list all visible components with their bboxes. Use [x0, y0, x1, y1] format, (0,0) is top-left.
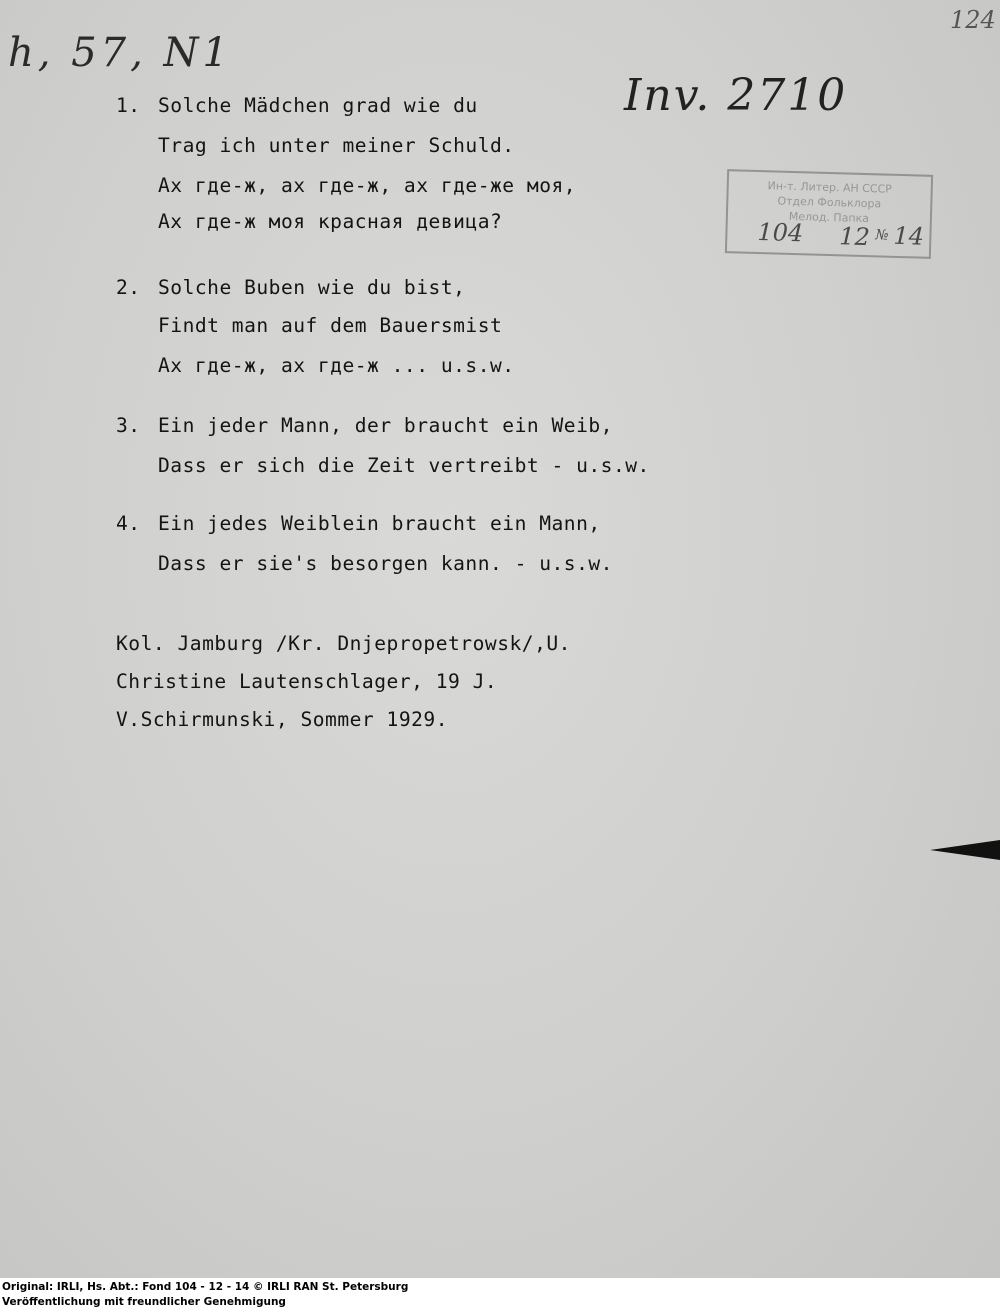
stamp-department-line: Отдел Фольклора — [777, 194, 882, 211]
folio-number: 124 — [950, 6, 996, 34]
verse-1-number: 1. — [116, 94, 141, 117]
verse-1-line-4: Ах где-ж моя красная девица? — [158, 210, 503, 233]
verse-line-text: Ein jedes Weiblein braucht ein Mann, — [158, 512, 601, 535]
verse-1-line-2: Trag ich unter meiner Schuld. — [158, 134, 515, 157]
verse-line-text: Solche Mädchen grad wie du — [158, 94, 478, 117]
copyright-footer — [0, 1278, 1000, 1312]
verse-2-line-3: Ах где-ж, ах где-ж ... u.s.w. — [158, 354, 515, 377]
stamp-folder-number: 12 — [838, 222, 871, 252]
verse-line-text: Solche Buben wie du bist, — [158, 276, 466, 299]
verse-3-line-2: Dass er sich die Zeit vertreibt - u.s.w. — [158, 454, 650, 477]
verse-line-text: Ein jeder Mann, der braucht ein Weib, — [158, 414, 613, 437]
stamp-number-sign: № — [875, 227, 889, 244]
paper-tear-mark — [930, 840, 1000, 860]
footer-permission-line: Veröffentlichung mit freundlicher Genehmigung — [2, 1296, 286, 1308]
archive-stamp — [725, 169, 933, 259]
stamp-fond-number: 104 — [757, 218, 804, 248]
shelfmark-annotation: h, 57, N1 — [8, 30, 232, 76]
verse-4-number: 4. — [116, 512, 141, 535]
verse-4-line-1 — [116, 512, 601, 535]
inventory-number: Inv. 2710 — [624, 70, 848, 121]
verse-3-number: 3. — [116, 414, 141, 437]
stamp-folder-line: Мелод. Папка — [788, 209, 870, 226]
verse-2-line-1 — [116, 276, 465, 299]
verse-1-line-3: Ах где-ж, ах где-ж, ах где-же моя, — [158, 174, 577, 197]
stamp-handwritten-numbers — [727, 217, 930, 257]
source-collector: V.Schirmunski, Sommer 1929. — [116, 708, 449, 731]
verse-2-number: 2. — [116, 276, 141, 299]
source-informant: Christine Lautenschlager, 19 J. — [116, 670, 498, 693]
verse-3-line-1 — [116, 414, 613, 437]
verse-2-line-2: Findt man auf dem Bauersmist — [158, 314, 503, 337]
verse-4-line-2: Dass er sie's besorgen kann. - u.s.w. — [158, 552, 613, 575]
verse-1-line-1 — [116, 94, 478, 117]
stamp-institute-line: Ин-т. Литер. АН СССР — [767, 179, 893, 196]
footer-original-line: Original: IRLI, Hs. Abt.: Fond 104 - 12 - 14 © IRLI RAN St. Petersburg — [2, 1281, 409, 1293]
stamp-item-number: 14 — [893, 221, 925, 251]
source-location: Kol. Jamburg /Kr. Dnjepropetrowsk/,U. — [116, 632, 571, 655]
